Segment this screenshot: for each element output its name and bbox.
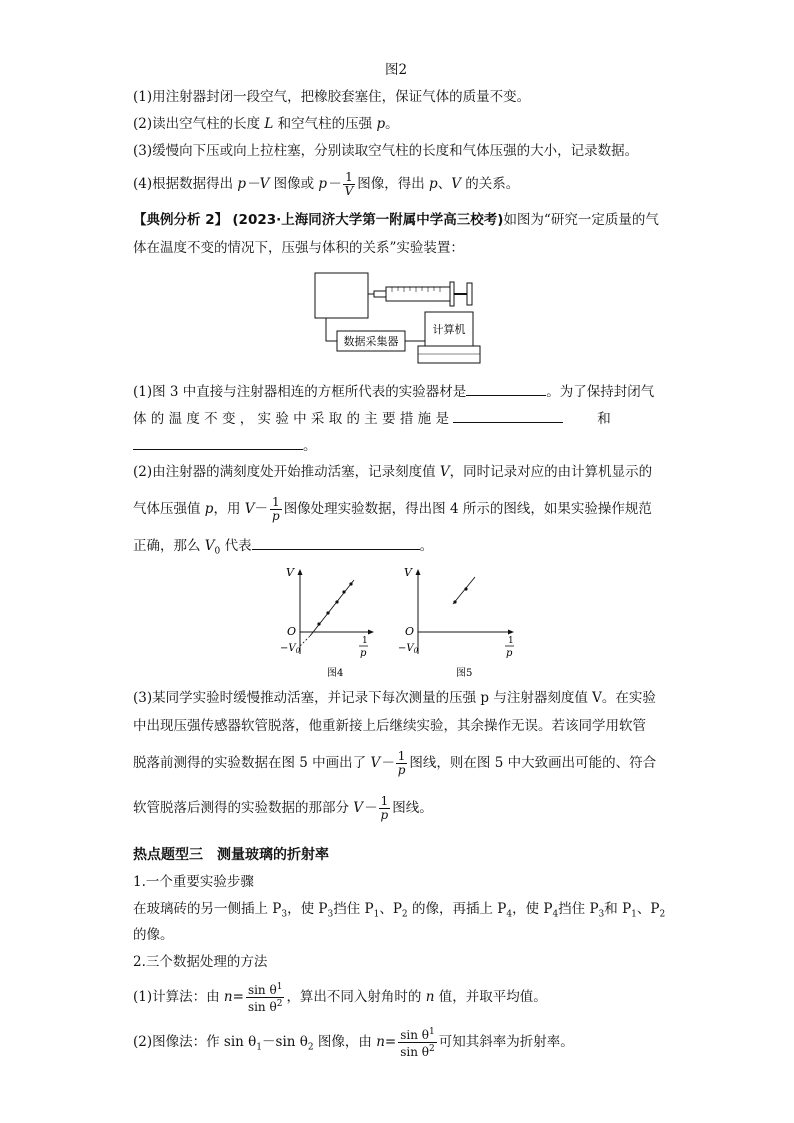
computer-base [418, 346, 480, 363]
graph-figure-4 [282, 560, 382, 680]
fig5-neg-v0: $-V_0$ [398, 643, 419, 655]
q1-line-3: 。 [133, 435, 317, 456]
method-1: (1)计算法：由 n= $\frac{\sin \theta^1}{\sin \theta^2}$ ，算出不同入射角时的 n 值，并取平均值。 [133, 982, 547, 1014]
section-3-title: 热点题型三 测量玻璃的折射率 [133, 847, 329, 863]
fig5-caption: 图5 [456, 668, 473, 679]
q2-line-3: 正确，那么 $V_0$ 代表 。 [133, 535, 433, 562]
step-2: (2)读出空气柱的长度 L 和空气柱的压强 p。 [133, 116, 399, 132]
fig4-origin: O [287, 625, 297, 638]
method-2: (2)图像法：作 $\sin \theta_1-\sin$ $\theta_2$ 图像，由 n= $\frac{\sin \theta^1}{\sin \theta^2}$ 可知其斜率为折射率。 [133, 1027, 574, 1059]
q3-line-2: 中出现压强传感器软管脱落，他重新接上后继续实验，其余操作无误。若该同学用软管 [133, 718, 646, 734]
fig5-x-num: 1 [508, 636, 514, 646]
q3-line-3: 脱落前测得的实验数据在图 5 中画出了 V－ $\frac{1}{p}$ 图线，则在图 5 中大致画出可能的、符合 [133, 749, 657, 777]
syringe-tip [374, 291, 386, 297]
q2-line-2: 气体压强值 p，用 V－ $\frac{1}{p}$ 图像处理实验数据，得出图 4 所示的图线，如果实验操作规范 [133, 495, 652, 523]
example-tag: 【典例分析 2】 [133, 212, 229, 228]
fraction-1-over-p: $\frac{1}{p}$ [272, 495, 280, 523]
fig4-neg-v0: $-V_0$ [280, 643, 301, 655]
fig4-axis-v: V [286, 566, 294, 579]
fraction-1-over-v: $\frac{1}{V}$ [344, 170, 354, 198]
q2-blank[interactable] [252, 535, 420, 550]
plunger-handle [467, 283, 472, 305]
fig5-origin: O [405, 625, 415, 638]
fraction-sin-ratio-2: $\frac{\sin \theta^1}{\sin \theta^2}$ [400, 1027, 435, 1059]
q1-line-2: 体 的 温 度 不 变 ， 实 验 中 采 取 的 主 要 措 施 是 和 [133, 408, 611, 429]
fig4-x-den: p [360, 648, 367, 659]
step-3: (3)缓慢向下压或向上拉柱塞，分别读取空气柱的长度和气体压强的大小，记录数据。 [133, 143, 639, 159]
fraction-sin-ratio-1: $\frac{\sin \theta^1}{\sin \theta^2}$ [247, 982, 283, 1014]
step-1: (1)用注射器封闭一段空气，把橡胶套塞住，保证气体的质量不变。 [133, 89, 531, 105]
fraction-1-over-p-q3b: $\frac{1}{p}$ [380, 794, 389, 822]
q2-line-1: (2)由注射器的满刻度处开始推动活塞，记录刻度值 V，同时记录对应的由计算机显示的 [133, 464, 653, 480]
syringe-flange [450, 282, 454, 306]
figure-2-caption: 图2 [385, 62, 408, 78]
section-3-heading-2: 2.三个数据处理的方法 [133, 954, 268, 970]
data-collector-label: 数据采集器 [343, 335, 399, 348]
example-source: (2023·上海同济大学第一附属中学高三校考) [232, 212, 504, 228]
step-4: (4)根据数据得出 p－V 图像或 p－ $\frac{1}{V}$ 图像，得出 p、V 的关系。 [133, 170, 520, 198]
computer-label: 计算机 [432, 323, 466, 336]
q1-blank-3[interactable] [133, 435, 303, 450]
fig5-x-den: p [506, 648, 513, 659]
fig5-axis-v: V [404, 566, 412, 579]
section-3-paragraph-2: 的像。 [133, 927, 174, 943]
syringe-barrel [386, 287, 451, 301]
apparatus-diagram [310, 270, 490, 370]
section-3-heading-1: 1.一个重要实验步骤 [133, 874, 254, 890]
fig4-x-num: 1 [362, 636, 368, 646]
q1-blank-1[interactable] [466, 381, 546, 396]
fraction-1-over-p-q3a: $\frac{1}{p}$ [397, 749, 406, 777]
sensor-box [315, 273, 368, 318]
section-3-paragraph-1: 在玻璃砖的另一侧插上 $P_3$，使 $P_3$挡住 $P_1$、$P_2$ 的像，再插上 $P_4$，使 $P_4$挡住 $P_3$和 $P_1$、$P_2$ [133, 901, 666, 920]
graph-figure-5 [400, 560, 520, 680]
example-line-1: 【典例分析 2】 (2023·上海同济大学第一附属中学高三校考)如图为“研究一定质量的气 [133, 212, 659, 228]
fig4-caption: 图4 [327, 668, 344, 679]
q1-line-1: (1)图 3 中直接与注射器相连的方框所代表的实验器材是 。为了保持封闭气 [133, 381, 654, 402]
example-line-2: 体在温度不变的情况下，压强与体积的关系”实验装置： [133, 240, 464, 256]
q3-line-1: (3)某同学实验时缓慢推动活塞，并记录下每次测量的压强 p 与注射器刻度值 V。在实验 [133, 690, 656, 706]
q1-blank-2[interactable] [453, 408, 563, 423]
q3-line-4: 软管脱落后测得的实验数据的那部分 V－ $\frac{1}{p}$ 图线。 [133, 794, 433, 822]
